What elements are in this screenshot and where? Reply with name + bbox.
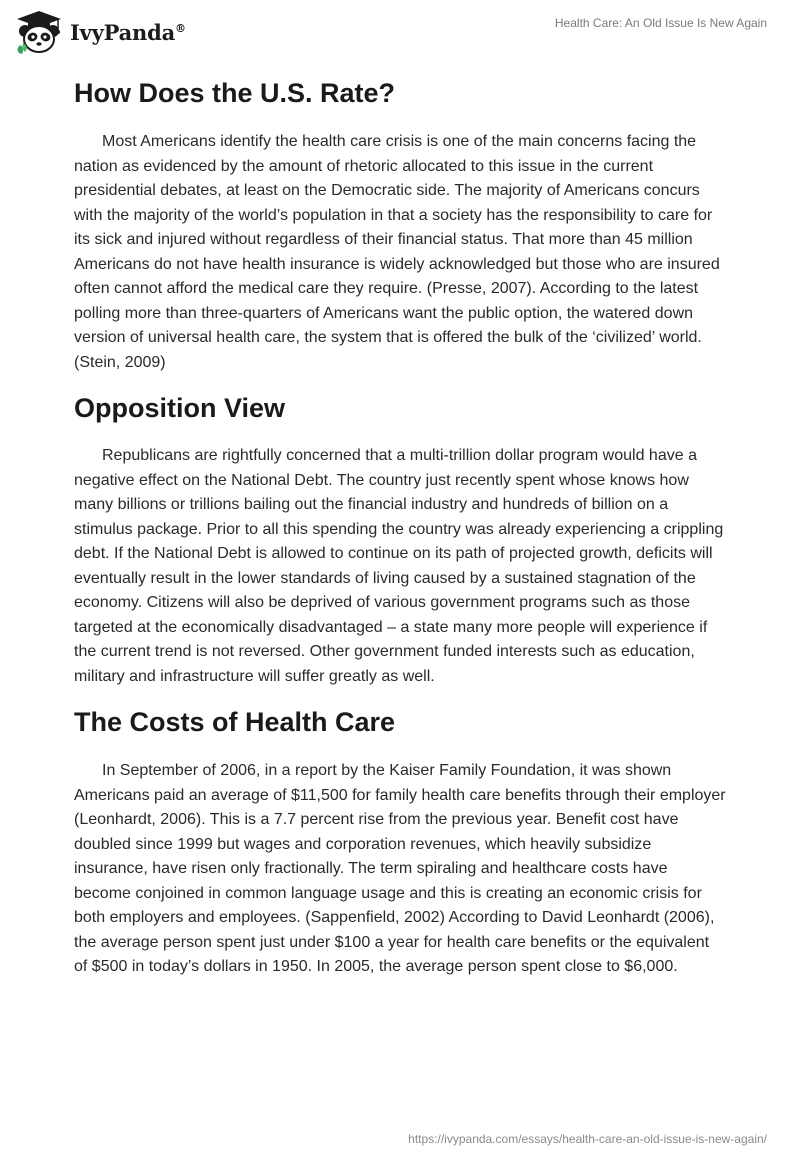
- panda-graduate-icon: [14, 9, 64, 55]
- brand-logo[interactable]: [14, 8, 186, 56]
- source-url-link[interactable]: https://ivypanda.com/essays/health-care-an-old-issue-is-new-again/: [408, 1132, 767, 1146]
- section-heading: The Costs of Health Care: [74, 707, 396, 737]
- section-heading: How Does the U.S. Rate?: [74, 78, 396, 108]
- section-heading: Opposition View: [74, 393, 286, 423]
- brand-name: IvyPanda®: [70, 19, 186, 45]
- article-body: [74, 76, 726, 980]
- section-paragraph: Most Americans identify the health care crisis is one of the main concerns facing the nation as evidenced by the amount of rhetoric allocated to this issue in the current presidential debates, at least on the Democratic side. The majority of Americans concurs with the majority of the world’s population in that a society has the responsibility to care for its sick and injured without regardless of their financial status. That more than 45 million Americans do not have health insurance is widely acknowledged but those who are insured often cannot afford the medical care they require. (Presse, 2007). According to the latest polling more than three-quarters of Americans want the public option, the watered down version of universal health care, the system that is offered the bulk of the ‘civilized’ world. (Stein, 2009): [74, 133, 720, 371]
- section-paragraph: In September of 2006, in a report by the Kaiser Family Foundation, it was shown Americans paid an average of $11,500 for family health care benefits through their employer (Leonhardt, 2006). This is a 7.7 percent rise from the previous year. Benefit cost have doubled since 1999 but wages and corporation revenues, which heavily subsidize insurance, have risen only fractionally. The term spiraling and healthcare costs have become conjoined in common language usage and this is creating an economic crisis for both employers and employees. (Sappenfield, 2002) According to David Leonhardt (2006), the average person spent just under $100 a year for health care benefits or the equivalent of $500 in today’s dollars in 1950. In 2005, the average person spent close to $6,000.: [74, 762, 726, 975]
- document-title: Health Care: An Old Issue Is New Again: [554, 16, 767, 30]
- page-header: [0, 0, 800, 64]
- section-paragraph: Republicans are rightfully concerned that a multi-trillion dollar program would have a negative effect on the National Debt. The country just recently spent whose knows how many billions or trillions bailing out the financial industry and hundreds of billion on a stimulus package. Prior to all this spending the country was already experiencing a crippling debt. If the National Debt is allowed to continue on its path of projected growth, deficits will eventually result in the lower standards of living caused by a sustained stagnation of the economy. Citizens will also be deprived of various government programs such as those targeted at the economically disadvantaged – a state many more people will experience if the current trend is not reversed. Other government funded interests such as education, military and infrastructure will suffer greatly as well.: [74, 447, 724, 685]
